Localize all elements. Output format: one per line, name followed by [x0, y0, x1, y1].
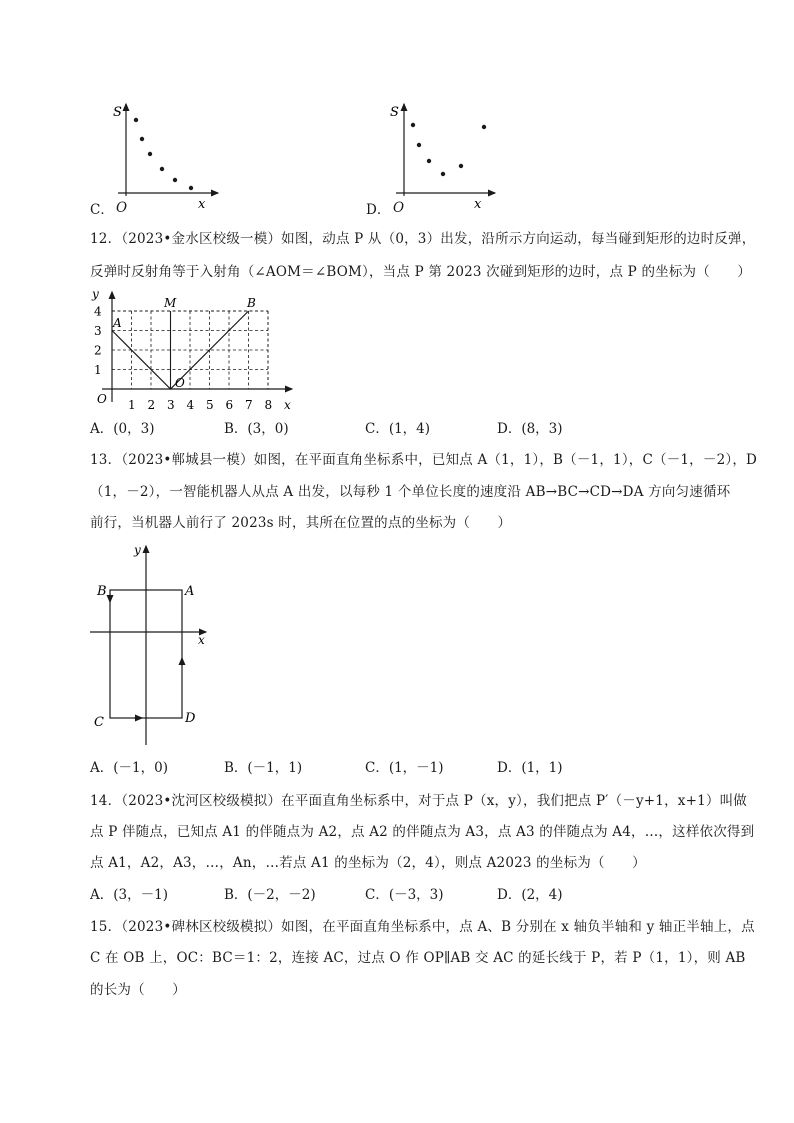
q14-option-b[interactable]: B．(－2，－2): [224, 887, 316, 903]
axis-x-label: x: [474, 197, 482, 212]
point-a-label: A: [185, 584, 195, 599]
q11-option-c-label[interactable]: C．: [90, 202, 114, 218]
q12-option-a[interactable]: A．(0，3): [90, 421, 155, 437]
point-d-label: D: [185, 711, 196, 726]
q13-text-line-1: 13．（2023•郸城县一模）如图，在平面直角坐标系中，已知点 A（1，1），B（－1，1），C（－1，－2），D: [90, 452, 758, 468]
q13-option-d[interactable]: D．(1，1): [497, 760, 563, 776]
q12-option-b[interactable]: B．(3，0): [224, 421, 289, 437]
q14-option-c[interactable]: C．(－3，3): [365, 887, 444, 903]
q11-option-d-label[interactable]: D．: [366, 202, 391, 218]
q11-origin-d: O: [393, 200, 405, 216]
q13-text-line-2: （1，－2），一智能机器人从点 A 出发，以每秒 1 个单位长度的速度沿 AB→BC→CD→DA 方向匀速循环: [90, 484, 731, 500]
x-tick: 4: [186, 398, 195, 412]
x-tick: 8: [264, 398, 273, 412]
q14-text-line-2: 点 P 伴随点，已知点 A1 的伴随点为 A2，点 A2 的伴随点为 A3，点 A3 的伴随点为 A4，…，这样依次得到: [90, 824, 755, 840]
q15-text-line-1: 15．（2023•碑林区校级模拟）如图，在平面直角坐标系中，点 A、B 分别在 x 轴负半轴和 y 轴正半轴上，点: [90, 919, 755, 935]
x-tick: 1: [128, 398, 136, 412]
q11-graph-d: [387, 96, 502, 212]
scatter-point: [482, 125, 486, 129]
q12-option-c[interactable]: C．(1，4): [365, 421, 431, 437]
scatter-point: [189, 186, 193, 190]
q13-figure: [88, 540, 218, 750]
q14-option-a[interactable]: A．(3，－1): [90, 887, 168, 903]
point-m-label: M: [164, 296, 177, 310]
point-b-label: B: [97, 584, 107, 599]
point-b-label: B: [247, 296, 256, 310]
q11-origin-c: O: [116, 200, 128, 216]
axis-x-label: x: [198, 197, 206, 212]
x-axis-label: x: [284, 398, 291, 412]
q13-text-line-3: 前行，当机器人前行了 2023s 时，其所在位置的点的坐标为（ ）: [90, 515, 512, 531]
q15-text-line-3: 的长为（ ）: [90, 982, 186, 998]
y-axis-label: y: [134, 543, 141, 557]
q14-text-line-1: 14．（2023•沈河区校级模拟）在平面直角坐标系中，对于点 P（x，y），我们把点 P′（－y+1，x+1）叫做: [90, 793, 747, 809]
scatter-point: [173, 178, 177, 182]
y-tick: 3: [94, 324, 102, 338]
x-tick: 3: [167, 398, 175, 412]
point-a-label: A: [113, 316, 122, 330]
scatter-point: [160, 167, 164, 171]
scatter-point: [459, 164, 463, 168]
x-tick: 6: [225, 398, 234, 412]
q13-option-c[interactable]: C．(1，－1): [365, 760, 444, 776]
y-axis-label: y: [92, 287, 99, 301]
axis-s-label: S: [113, 105, 122, 120]
x-tick: 7: [245, 398, 253, 412]
q14-text-line-3: 点 A1，A2，A3，…，An，…若点 A1 的坐标为（2，4），则点 A2023 的坐标为（ ）: [90, 855, 646, 871]
q15-text-line-2: C 在 OB 上，OC：BC＝1：2，连接 AC，过点 O 作 OP∥AB 交 AC 的延长线于 P，若 P（1，1），则 AB: [90, 950, 746, 966]
q11-graph-c: [112, 96, 227, 212]
axis-s-label: S: [390, 105, 399, 120]
scatter-point: [427, 159, 431, 163]
x-tick: 2: [147, 398, 156, 412]
point-c-label: C: [94, 715, 104, 730]
scatter-point: [417, 143, 421, 147]
q14-option-d[interactable]: D．(2，4): [497, 887, 563, 903]
y-tick: 2: [94, 343, 102, 358]
x-axis-label: x: [198, 633, 205, 647]
scatter-point: [134, 118, 138, 122]
scatter-point: [441, 172, 445, 176]
q13-option-a[interactable]: A．(－1，0): [90, 760, 168, 776]
q12-text-line-1: 12．（2023•金水区校级一模）如图，动点 P 从（0，3）出发，沿所示方向运动，每当碰到矩形的边时反弹，: [90, 231, 756, 247]
q12-text-line-2: 反弹时反射角等于入射角（∠AOM＝∠BOM），当点 P 第 2023 次碰到矩形的边时，点 P 的坐标为（ ）: [90, 264, 752, 280]
y-tick: 1: [94, 363, 102, 377]
q12-figure: [84, 284, 304, 412]
q12-option-d[interactable]: D．(8，3): [497, 421, 563, 437]
scatter-point: [411, 123, 415, 127]
y-tick: 4: [94, 304, 102, 319]
point-o-label: O: [175, 376, 185, 390]
x-tick: 5: [206, 398, 214, 412]
origin-label: O: [97, 392, 107, 406]
scatter-point: [148, 152, 152, 156]
q13-option-b[interactable]: B．(－1，1): [224, 760, 303, 776]
scatter-point: [140, 137, 144, 141]
